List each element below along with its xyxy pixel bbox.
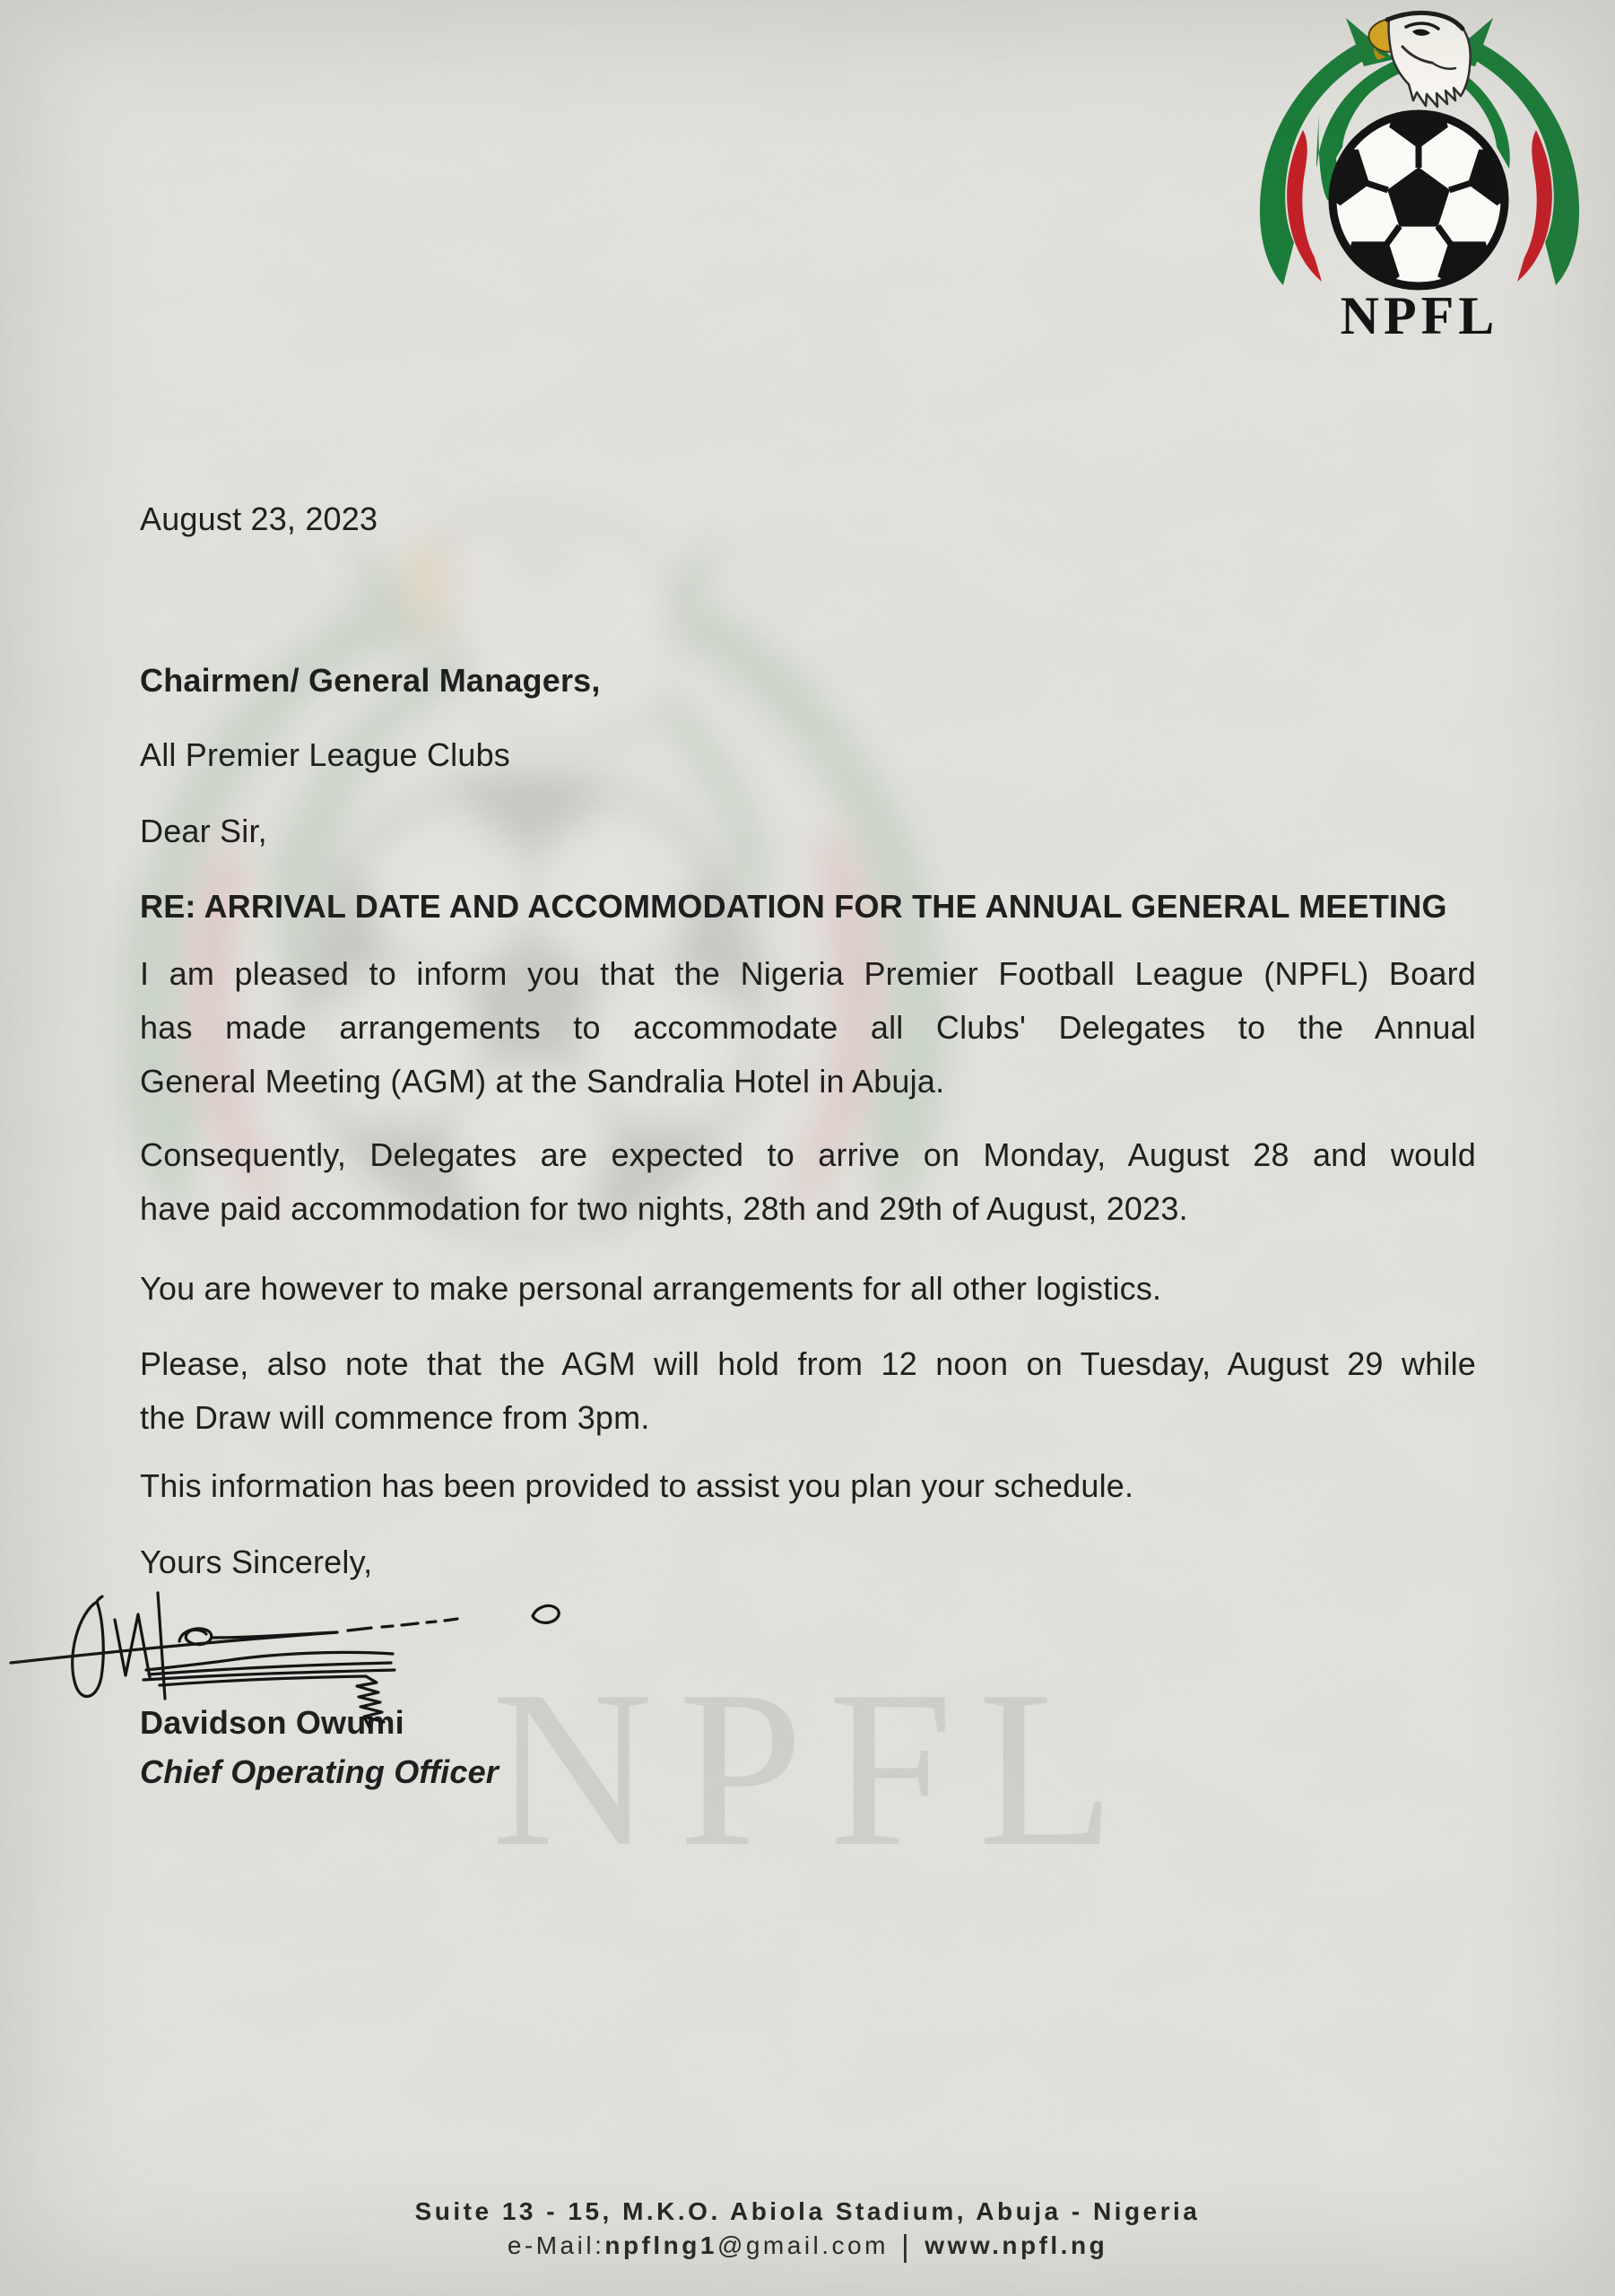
letterhead-wordmark: NPFL [1340, 286, 1499, 343]
footer-address: Suite 13 - 15, M.K.O. Abiola Stadium, Abuja - Nigeria [414, 2197, 1201, 2225]
paragraph-line: has made arrangements to accommodate all Clubs' Delegates to the Annual [140, 1009, 1476, 1046]
paragraph-line: I am pleased to inform you that the Nigeria Premier Football League (NPFL) Board [140, 955, 1476, 992]
footer-email-user: npflng1 [604, 2231, 717, 2259]
paragraph-2 [140, 1128, 1476, 1236]
paragraph-line: Please, also note that the AGM will hold from 12 noon on Tuesday, August 29 while [140, 1345, 1476, 1382]
paragraph-line: Consequently, Delegates are expected to arrive on Monday, August 28 and would [140, 1136, 1476, 1173]
subject-line: RE: ARRIVAL DATE AND ACCOMMODATION FOR THE ANNUAL GENERAL MEETING [140, 888, 1447, 925]
paragraph-line: General Meeting (AGM) at the Sandralia Hotel in Abuja. [140, 1063, 945, 1100]
signatory-name: Davidson Owumi [140, 1704, 404, 1741]
paragraph-4 [140, 1337, 1476, 1445]
paragraph-line: have paid accommodation for two nights, 28th and 29th of August, 2023. [140, 1190, 1188, 1227]
npfl-text-watermark: NPFL [491, 1645, 1141, 1893]
paragraph-3 [140, 1262, 1476, 1316]
signatory-title: Chief Operating Officer [140, 1753, 499, 1790]
footer-email-label: e-Mail: [507, 2231, 605, 2259]
paragraph-1 [140, 947, 1476, 1109]
paragraph-line: This information has been provided to assist you plan your schedule. [140, 1467, 1134, 1504]
recipient-line-1: Chairmen/ General Managers, [140, 662, 601, 699]
footer-separator: | [900, 2230, 913, 2264]
npfl-crest-logo [1240, 5, 1611, 343]
footer-website: www.npfl.ng [925, 2231, 1108, 2259]
date-line: August 23, 2023 [140, 500, 378, 537]
closing-line: Yours Sincerely, [140, 1544, 373, 1580]
paragraph-5 [140, 1459, 1476, 1513]
footer-contacts [0, 2230, 1615, 2263]
signature-scribble [7, 1589, 590, 1733]
recipient-line-2: All Premier League Clubs [140, 736, 510, 773]
salutation: Dear Sir, [140, 813, 267, 849]
paragraph-line: the Draw will commence from 3pm. [140, 1399, 650, 1436]
footer-email-domain: @gmail.com [716, 2231, 889, 2259]
paragraph-line: You are however to make personal arrangements for all other logistics. [140, 1270, 1162, 1307]
